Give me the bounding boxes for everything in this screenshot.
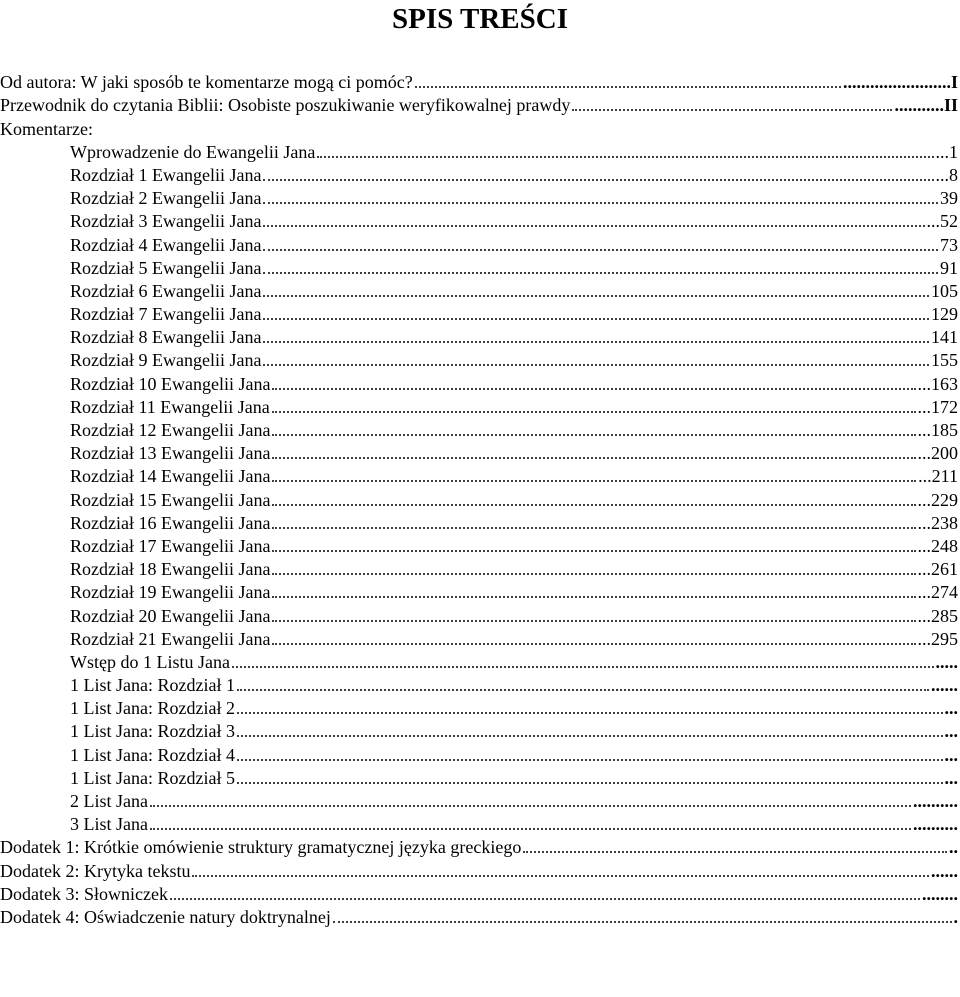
toc-leader-dots	[272, 411, 916, 413]
toc-entry-label: Rozdział 17 Ewangelii Jana	[70, 535, 271, 556]
toc-entry	[0, 70, 960, 93]
toc-entry-label: 3 List Jana	[70, 814, 148, 835]
toc-entry-label: 1 List Jana: Rozdział 4	[70, 744, 235, 765]
toc-leader-dots	[523, 851, 947, 853]
toc-entry-page: ...........II	[894, 95, 958, 116]
toc-entry-page: 39	[940, 188, 958, 209]
toc-leader-dots	[263, 179, 933, 181]
toc-entry-page: 155	[931, 350, 958, 371]
toc-entry-label: Rozdział 15 Ewangelii Jana	[70, 489, 271, 510]
toc-entry-page: 129	[931, 304, 958, 325]
toc-entry-label: Od autora: W jaki sposób te komentarze mogą ci pomóc?	[0, 72, 413, 93]
toc-leader-dots	[263, 341, 929, 343]
toc-entry-page: ..	[949, 837, 958, 858]
toc-entry-label: Rozdział 20 Ewangelii Jana	[70, 605, 271, 626]
toc-entry-label: Rozdział 14 Ewangelii Jana	[70, 466, 271, 487]
toc-entry-label: Przewodnik do czytania Biblii: Osobiste poszukiwanie weryfikowalnej prawdy	[0, 95, 571, 116]
page-title: SPIS TREŚCI	[392, 3, 568, 35]
toc-leader-dots	[272, 527, 915, 529]
toc-entry-page: 73	[940, 234, 958, 255]
toc-entry-label: Rozdział 16 Ewangelii Jana	[70, 512, 271, 533]
toc-entry	[0, 812, 960, 835]
toc-entry-label: Rozdział 5 Ewangelii Jana	[70, 257, 262, 278]
toc-entry-page: ........	[922, 883, 958, 904]
toc-entry	[0, 418, 960, 441]
toc-entry	[0, 395, 960, 418]
toc-entry	[0, 232, 960, 255]
toc-leader-dots	[333, 921, 952, 923]
toc-entry-page: ...295	[917, 628, 958, 649]
toc-leader-dots	[272, 457, 915, 459]
toc-entry	[0, 627, 960, 650]
toc-entry-page: ...211	[918, 466, 958, 487]
toc-entry-page: ...52	[926, 211, 958, 232]
toc-entry	[0, 534, 960, 557]
toc-leader-dots	[170, 898, 920, 900]
toc-entry-label: Rozdział 19 Ewangelii Jana	[70, 582, 271, 603]
toc-leader-dots	[263, 249, 938, 251]
toc-entry-label: Dodatek 4: Oświadczenie natury doktrynalnej	[0, 906, 331, 927]
toc-leader-dots	[263, 225, 924, 227]
toc-entry-page: ...274	[917, 582, 958, 603]
toc-entry	[0, 371, 960, 394]
toc-entry-label: Rozdział 21 Ewangelii Jana	[70, 628, 271, 649]
toc-entry-page: ...285	[917, 605, 958, 626]
toc-entry	[0, 789, 960, 812]
toc-leader-dots	[237, 759, 943, 761]
toc-entry-label: Rozdział 8 Ewangelii Jana	[70, 327, 262, 348]
toc-entry	[0, 696, 960, 719]
toc-leader-dots	[192, 875, 929, 877]
toc-leader-dots	[272, 620, 915, 622]
toc-leader-dots	[237, 782, 943, 784]
toc-entry-label: Dodatek 2: Krytyka tekstu	[0, 860, 191, 881]
toc-entry	[0, 163, 960, 186]
toc-entry-page: ...163	[917, 373, 958, 394]
toc-leader-dots	[237, 689, 929, 691]
toc-entry-page: ......	[931, 860, 958, 881]
toc-leader-dots	[272, 550, 915, 552]
toc-entry	[0, 348, 960, 371]
toc-entry-label: Komentarze:	[0, 118, 93, 139]
toc-entry-page: ...1	[935, 141, 958, 162]
toc-leader-dots	[150, 805, 911, 807]
toc-entry-label: 1 List Jana: Rozdział 5	[70, 767, 235, 788]
toc-entry-label: Rozdział 3 Ewangelii Jana	[70, 211, 262, 232]
toc-entry-label: Rozdział 9 Ewangelii Jana	[70, 350, 262, 371]
toc-entry	[0, 742, 960, 765]
toc-entry-page: ...200	[917, 443, 958, 464]
toc-entry-label: Dodatek 3: Słowniczek	[0, 883, 168, 904]
toc-entry-page: ...248	[917, 535, 958, 556]
toc-entry	[0, 719, 960, 742]
toc-leader-dots	[272, 596, 915, 598]
toc-leader-dots	[150, 828, 911, 830]
toc-leader-dots	[232, 666, 934, 668]
toc-entry	[0, 279, 960, 302]
toc-entry	[0, 302, 960, 325]
toc-leader-dots	[272, 480, 916, 482]
toc-entry-label: Rozdział 18 Ewangelii Jana	[70, 559, 271, 580]
toc-leader-dots	[263, 364, 929, 366]
table-of-contents	[0, 70, 960, 928]
toc-entry-label: Wprowadzenie do Ewangelii Jana	[70, 141, 316, 162]
toc-entry-label: Rozdział 7 Ewangelii Jana	[70, 304, 262, 325]
toc-entry-label: Rozdział 10 Ewangelii Jana	[70, 373, 271, 394]
toc-leader-dots	[263, 202, 938, 204]
toc-entry-page: ...	[944, 698, 958, 719]
toc-entry	[0, 650, 960, 673]
toc-leader-dots	[317, 156, 933, 158]
toc-entry	[0, 905, 960, 928]
toc-entry-page: .	[953, 906, 958, 927]
toc-entry-page: ...8	[935, 164, 958, 185]
toc-leader-dots	[272, 643, 915, 645]
toc-entry	[0, 580, 960, 603]
toc-entry	[0, 464, 960, 487]
toc-entry	[0, 186, 960, 209]
toc-entry-page: ...	[944, 767, 958, 788]
toc-entry-page: ...238	[917, 512, 958, 533]
toc-entry-label: Rozdział 2 Ewangelii Jana	[70, 188, 262, 209]
toc-entry	[0, 511, 960, 534]
toc-entry	[0, 325, 960, 348]
toc-entry-page: ...	[944, 721, 958, 742]
toc-entry	[0, 116, 960, 139]
toc-entry	[0, 557, 960, 580]
toc-entry-page: ..........	[913, 814, 958, 835]
toc-entry	[0, 93, 960, 116]
toc-entry-page: ...185	[917, 420, 958, 440]
toc-entry-label: 1 List Jana: Rozdział 3	[70, 721, 235, 742]
toc-leader-dots	[263, 295, 929, 297]
toc-entry-label: Rozdział 11 Ewangelii Jana	[70, 396, 270, 417]
toc-entry-label: Wstęp do 1 Listu Jana	[70, 651, 230, 672]
toc-leader-dots	[272, 388, 915, 390]
toc-entry	[0, 673, 960, 696]
toc-entry	[0, 603, 960, 626]
toc-entry	[0, 256, 960, 279]
toc-entry	[0, 766, 960, 789]
toc-leader-dots	[263, 272, 938, 274]
toc-entry-page: ...172	[917, 396, 958, 417]
toc-entry-page: ........................I	[842, 72, 958, 93]
toc-entry	[0, 882, 960, 905]
toc-entry-page: 91	[940, 257, 958, 278]
toc-leader-dots	[263, 318, 929, 320]
toc-entry-page: ...261	[917, 559, 958, 580]
toc-entry-page: ...229	[917, 489, 958, 510]
toc-entry-page: ...	[944, 744, 958, 765]
toc-entry-page: .....	[935, 651, 958, 672]
toc-entry-label: Rozdział 6 Ewangelii Jana	[70, 280, 262, 301]
toc-entry-page: 105	[931, 280, 958, 301]
toc-entry-label: Rozdział 12 Ewangelii Jana	[70, 420, 271, 440]
toc-leader-dots	[272, 504, 915, 506]
toc-entry-label: 1 List Jana: Rozdział 2	[70, 698, 235, 719]
toc-entry-label: Dodatek 1: Krótkie omówienie struktury gramatycznej języka greckiego	[0, 837, 522, 858]
toc-leader-dots	[237, 712, 943, 714]
toc-entry-page: ..........	[913, 791, 958, 811]
toc-leader-dots	[237, 735, 943, 737]
toc-entry-page: ......	[931, 675, 958, 696]
toc-entry	[0, 487, 960, 510]
toc-entry	[0, 209, 960, 232]
toc-entry	[0, 140, 960, 163]
toc-entry-label: Rozdział 13 Ewangelii Jana	[70, 443, 271, 464]
toc-leader-dots	[415, 86, 841, 88]
toc-entry-label: Rozdział 4 Ewangelii Jana	[70, 234, 262, 255]
toc-entry-label: Rozdział 1 Ewangelii Jana	[70, 164, 262, 185]
toc-entry	[0, 858, 960, 881]
toc-leader-dots	[572, 109, 892, 111]
toc-leader-dots	[272, 573, 915, 575]
toc-entry-page: 141	[931, 327, 958, 348]
toc-entry-label: 1 List Jana: Rozdział 1	[70, 675, 235, 696]
toc-entry	[0, 441, 960, 464]
toc-entry-label: 2 List Jana	[70, 791, 148, 811]
toc-entry	[0, 835, 960, 858]
toc-leader-dots	[272, 434, 915, 436]
